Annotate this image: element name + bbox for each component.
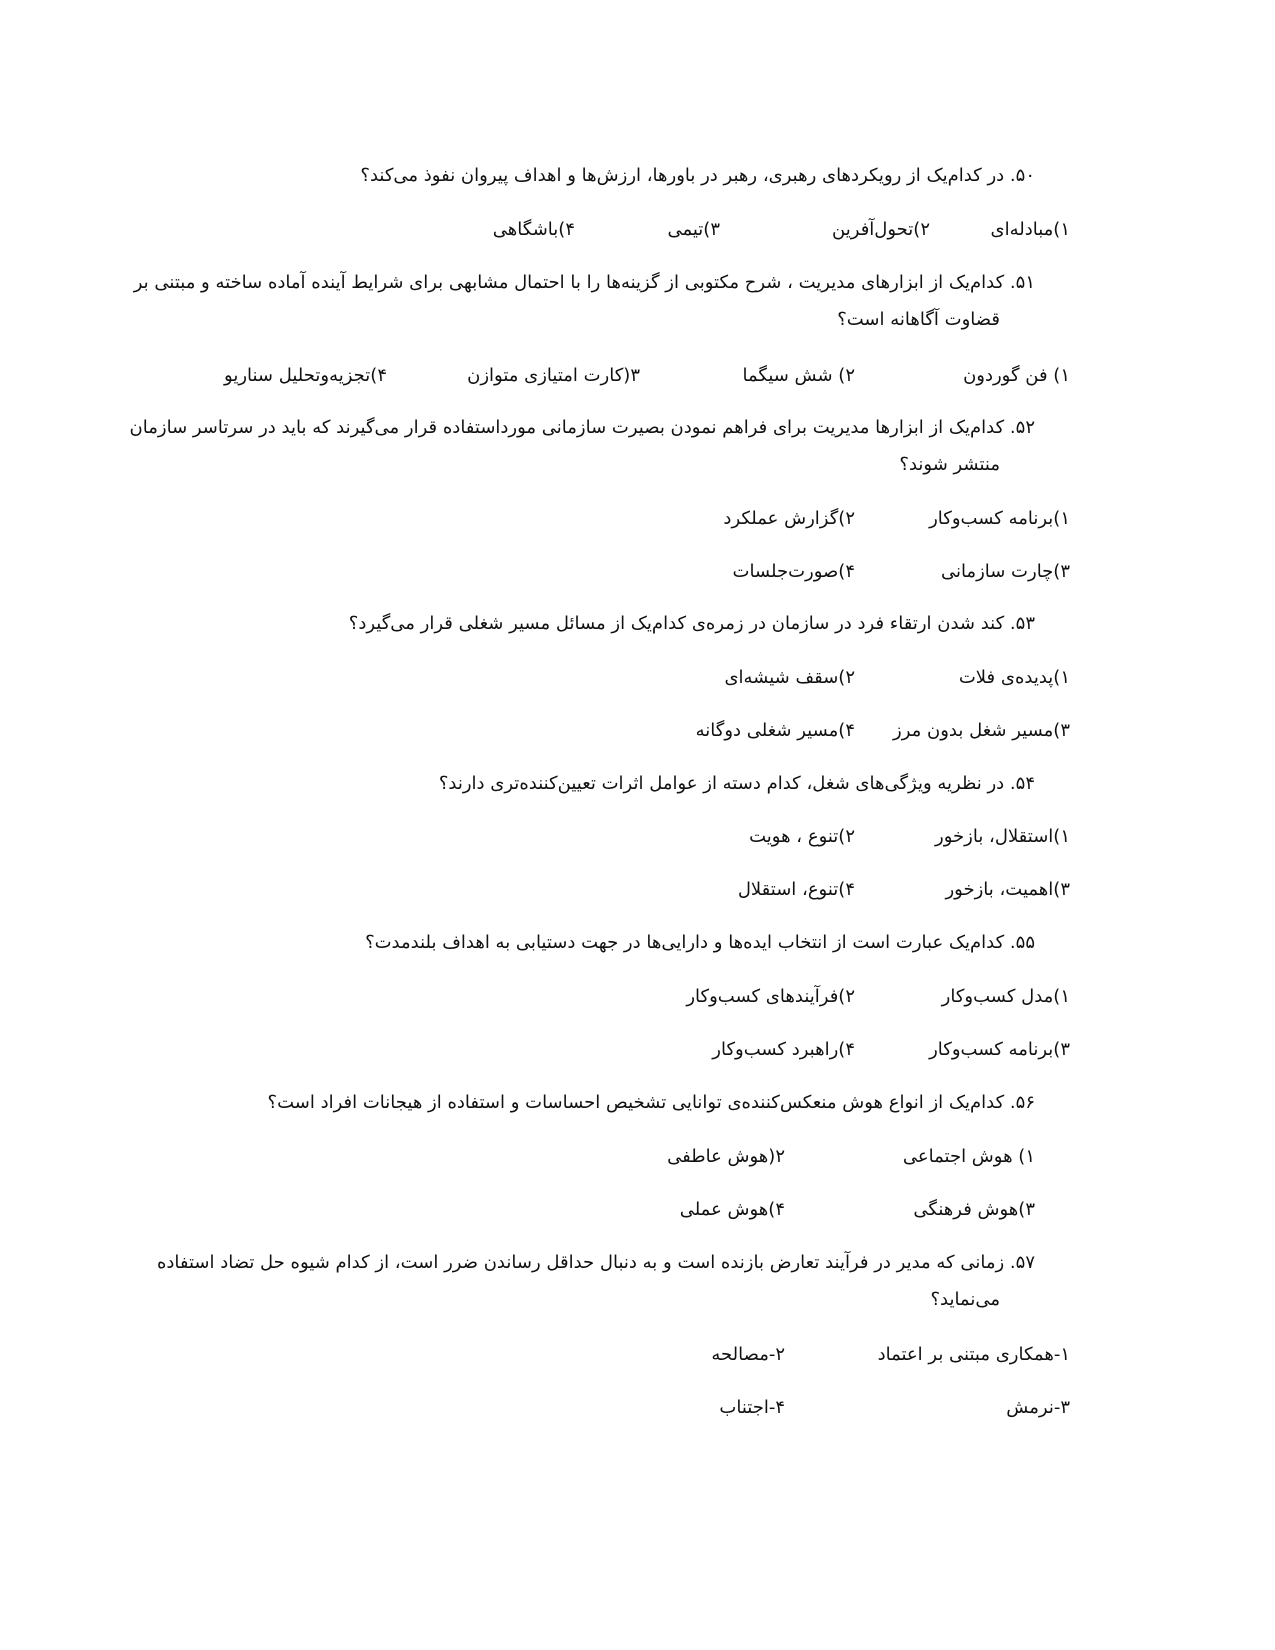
option-2: ۲)فرآیندهای کسب‌وکار [686,986,855,1007]
option-3: ۳)هوش فرهنگی [913,1199,1035,1220]
option-4: ۴)مسیر شغلی دوگانه [695,720,855,741]
option-3: ۳)چارت سازمانی [940,561,1070,582]
option-2: ۲(هوش عاطفی [667,1146,785,1167]
question-text-cont: می‌نماید؟ [930,1289,1000,1310]
option-3: ۳)اهمیت، بازخور [945,879,1070,900]
option-4: ۴)صورت‌جلسات [732,561,855,582]
option-3: ۳)برنامه کسب‌وکار [929,1039,1070,1060]
option-4: ۴)باشگاهی [492,219,575,240]
option-2: ۲) شش سیگما [742,365,855,386]
question-text: ۵۲. کدام‌یک از ابزارها مدیریت برای فراهم نمودن بصیرت سازمانی مورداستفاده قرار می‌گیرند که باید در سرتاسر سازمان [129,417,1035,438]
question-text: ۵۳. کند شدن ارتقاء فرد در سازمان در زمره‌ی کدام‌یک از مسائل مسیر شغلی قرار می‌گیرد؟ [348,613,1035,634]
option-3: ۳(کارت امتیازی متوازن [467,365,640,386]
option-4: ۴-اجتناب [719,1397,785,1418]
option-2: ۲-مصالحه [711,1344,785,1365]
question-text: ۵۱. کدام‌یک از ابزارهای مدیریت ، شرح مکتوبی از گزینه‌ها را با احتمال مشابهی برای شرایط آینده آماده ساخته و مبتنی بر [133,272,1035,293]
question-text: ۵۷. زمانی که مدیر در فرآیند تعارض بازنده است و به دنبال حداقل رساندن ضرر است، از کدام شیوه حل تضاد استفاده [156,1252,1035,1273]
option-1: ۱-همکاری مبتنی بر اعتماد [877,1344,1070,1365]
option-3: ۳-نرمش [1006,1397,1070,1418]
option-1: ۱)مدل کسب‌وکار [941,986,1070,1007]
question-text-cont: منتشر شوند؟ [899,454,1000,475]
option-1: ۱)مبادله‌ای [990,219,1070,240]
question-text: ۵۶. کدام‌یک از انواع هوش منعکس‌کننده‌ی توانایی تشخیص احساسات و استفاده از هیجانات افراد است؟ [267,1092,1035,1113]
option-3: ۳)مسیر شغل بدون مرز [893,720,1070,741]
option-1: ۱)پدیده‌ی فلات [958,667,1070,688]
option-2: ۲)تنوع ، هویت [749,826,855,847]
question-text-cont: قضاوت آگاهانه است؟ [837,309,1000,330]
option-2: ۲)سقف شیشه‌ای [724,667,855,688]
option-1: ۱)استقلال، بازخور [935,826,1070,847]
option-1: ۱) هوش اجتماعی [902,1146,1035,1167]
option-4: ۴)هوش عملی [679,1199,785,1220]
option-3: ۳)تیمی [667,219,720,240]
question-text: ۵۰. در کدام‌یک از رویکردهای رهبری، رهبر در باورها، ارزش‌ها و اهداف پیروان نفوذ می‌کند؟ [360,165,1035,186]
option-4: ۴)تجزیه‌وتحلیل سناریو [224,365,387,386]
question-text: ۵۵. کدام‌یک عبارت است از انتخاب ایده‌ها و دارایی‌ها در جهت دستیابی به اهداف بلندمدت؟ [365,932,1035,953]
option-1: ۱) فن گوردون [963,365,1070,386]
option-2: ۲)گزارش عملکرد [723,508,855,529]
option-2: ۲)تحول‌آفرین [832,219,930,240]
option-4: ۴)راهبرد کسب‌وکار [712,1039,855,1060]
option-1: ۱)برنامه کسب‌وکار [929,508,1070,529]
question-text: ۵۴. در نظریه ویژگی‌های شغل، کدام دسته از عوامل اثرات تعیین‌کننده‌تری دارند؟ [438,773,1035,794]
option-4: ۴)تنوع، استقلال [737,879,855,900]
